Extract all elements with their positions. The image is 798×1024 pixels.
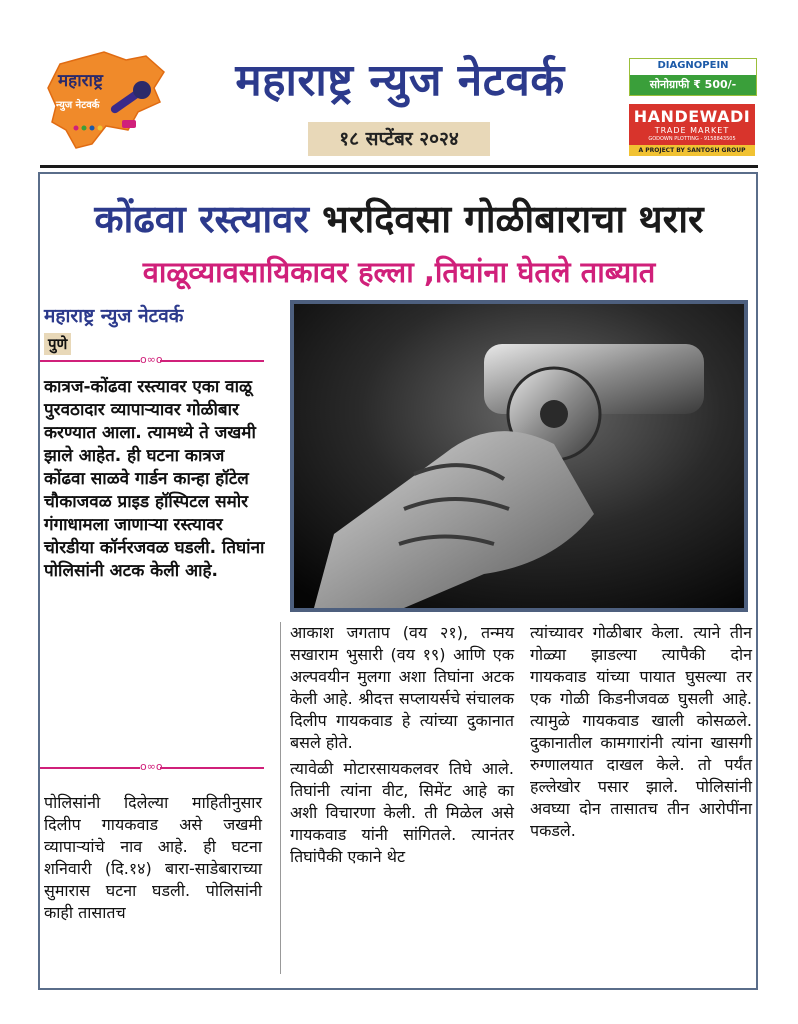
masthead-rule [40,165,758,168]
divider-ornament-icon: o∞o [140,353,163,366]
byline: महाराष्ट्र न्युज नेटवर्क [44,305,184,327]
article-photo [290,300,748,612]
ad-handewadi-brand: HANDEWADI [633,107,751,126]
ad-handewadi-sub: TRADE MARKET [654,126,730,135]
masthead-title: महाराष्ट्र न्युज नेटवर्क [235,55,565,106]
dateline: पुणे [44,333,71,355]
body-column-2 [290,622,514,872]
body-column-2-para-2: त्यावेळी मोटारसायकलवर तिघे आले. तिघांनी त्यांना वीट, सिमेंट आहे का अशी विचारणा केली. ती मिळेल असे गायकवाड यांनी सांगितले. त्यानंतर तिघांपैकी एकाने थेट [290,759,514,866]
svg-text:महाराष्ट्र: महाराष्ट्र [58,71,103,91]
divider-ornament-icon: o∞o [140,760,163,773]
article-summary: कात्रज-कोंढवा रस्त्यावर एका वाळू पुरवठादार व्यापाऱ्यावर गोळीबार करण्यात आला. त्यामध्ये ते जखमी झाले आहेत. ही घटना कात्रज कोंढवा साळवे गार्डन कान्हा हॉटेल चौकाजवळ प्राइड हॉस्पिटल समोर गंगाधामला जाणाऱ्या रस्त्यावर चोरडीया कॉर्नरजवळ घडली. तिघांना पोलिसांनी अटक केली आहे. [44,377,265,581]
ad-handewadi[interactable] [629,104,755,156]
column-separator [280,622,281,974]
headline-part2: भरदिवसा गोळीबाराचा थरार [322,197,704,241]
ad-handewadi-bar: A PROJECT BY SANTOSH GROUP [629,145,755,156]
issue-date: १८ सप्टेंबर २०२४ [308,122,490,156]
masthead-logo [42,50,168,154]
revolver-photo-icon [294,304,744,608]
body-column-2-para-1: आकाश जगताप (वय २१), तन्मय सखाराम भुसारी (वय १९) आणि एक अल्पवयीन मुलगा अशा तिघांना अटक केली आहे. श्रीदत्त सप्लायर्सचे संचालक दिलीप गायकवाड हे त्यांच्या दुकानात बसले होते. [290,623,514,752]
ad-diagnopein-offer: सोनोग्राफी ₹ 500/- [630,75,756,95]
subheadline: वाळूव्यावसायिकावर हल्ला ,तिघांना घेतले ताब्यात [142,255,656,289]
maharashtra-map-logo-icon [42,50,168,154]
headline-part1: कोंढवा रस्त्यावर [94,197,309,241]
ad-diagnopein[interactable] [629,58,757,96]
headline [44,192,754,244]
divider-bottom [40,760,264,773]
body-column-1: पोलिसांनी दिलेल्या माहितीनुसार दिलीप गायकवाड असे जखमी व्यापाऱ्यांचे नाव आहे. ही घटना शनिवारी (दि.१४) बारा-साडेबाराच्या सुमारास घटना घडली. पोलिसांनी काही तासातच [44,793,262,922]
svg-text:न्युज नेटवर्क: न्युज नेटवर्क [56,100,100,111]
ad-handewadi-tiny: GODOWN PLOTTING - 9158843505 [648,136,736,142]
ad-diagnopein-brand: DIAGNOPEIN [657,60,729,71]
divider-top [40,353,264,366]
body-column-3: त्यांच्यावर गोळीबार केला. त्याने तीन गोळ्या झाडल्या त्यापैकी दोन गायकवाड यांच्या पायात घुसल्या तर एक गोळी किडनीजवळ घुसली आहे. त्यामुळे गायकवाड खाली कोसळले. दुकानातील कामगारांनी त्यांना खासगी रुग्णालयात दाखल केले. तो पर्यंत हल्लेखोर पसार झाले. पोलिसांनी अवघ्या दोन तासातच तीन आरोपींना पकडले. [530,623,752,840]
